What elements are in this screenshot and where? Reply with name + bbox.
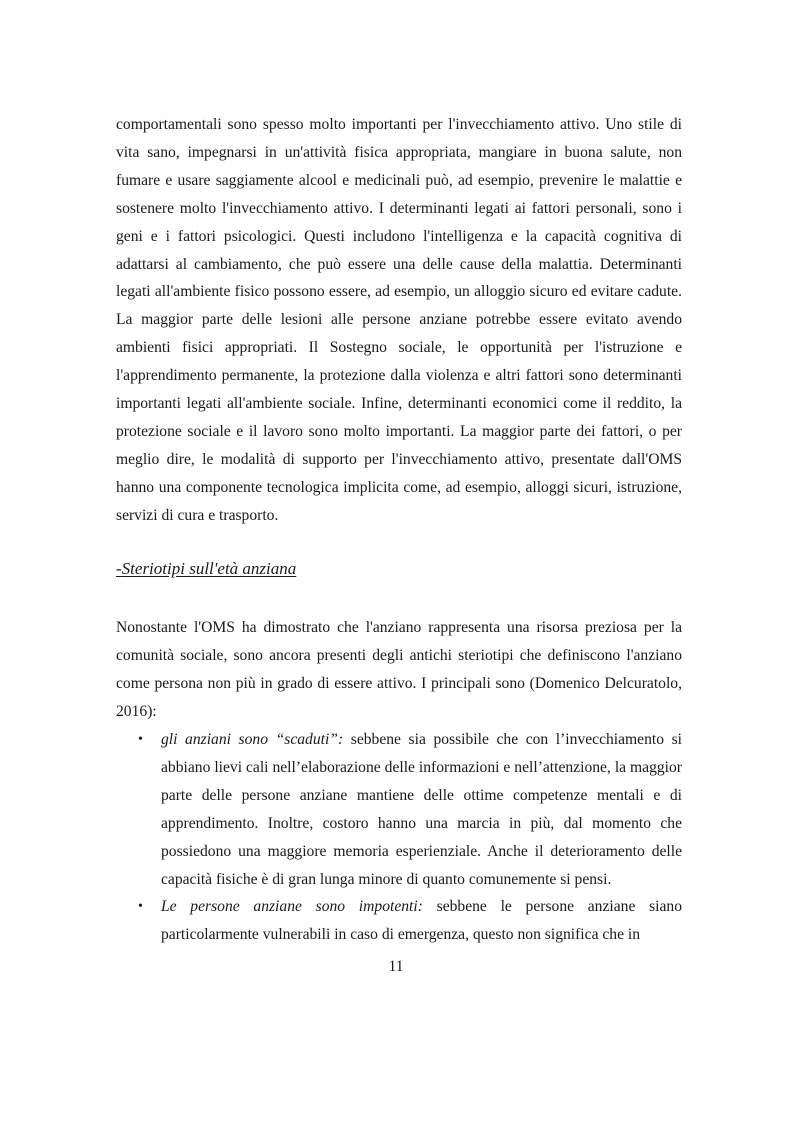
bullet-icon: • [138, 732, 143, 747]
list-item [116, 893, 682, 949]
list-item-text: sebbene le persone anziane siano particolarmente vulnerabili in caso di emergenza, questo non significa che in [161, 898, 682, 944]
stereotype-list [116, 726, 682, 949]
page-number: 11 [388, 958, 404, 975]
section-heading [116, 557, 296, 581]
list-item-lead: gli anziani sono “scaduti”: [161, 731, 344, 748]
heading-dash: - [116, 559, 122, 578]
heading-text: Steriotipi sull'età anziana [121, 559, 297, 578]
bullet-icon: • [138, 899, 143, 915]
list-item-text: sebbene sia possibile che con l’invecchiamento si abbiano lievi cali nell’elaborazione delle informazioni e nell’attenzione, la maggior parte delle persone anziane mantiene delle ottime competenze mentali e di apprendimento. Inoltre, costoro hanno una marcia in più, dal momento che possiedono una maggiore memoria esperienziale. Anche il deterioramento delle capacità fisiche è di gran lunga minore di quanto comunemente si pensi. [161, 731, 683, 888]
body-paragraph-2: Nonostante l'OMS ha dimostrato che l'anziano rappresenta una risorsa preziosa per la comunità sociale, sono ancora presenti degli antichi steriotipi che definiscono l'anziano come persona non più in grado di essere attivo. I principali sono (Domenico Delcuratolo, 2016): [116, 619, 682, 720]
list-item [116, 726, 682, 893]
list-item-lead: Le persone anziane sono impotenti: [161, 898, 423, 916]
body-paragraph-1: comportamentali sono spesso molto importanti per l'invecchiamento attivo. Uno stile di vita sano, impegnarsi in un'attività fisica appropriata, mangiare in buona salute, non fumare e usare saggiamente alcool e medicinali può, ad esempio, prevenire le malattie e sostenere molto l'invecchiamento attivo. I determinanti legati ai fattori personali, sono i geni e i fattori psicologici. Questi includono l'intelligenza e la capacità cognitiva di adattarsi al cambiamento, che può essere una delle cause della malattia. Determinanti legati all'ambiente fisico possono essere, ad esempio, un alloggio sicuro ed evitare cadute. La maggior parte delle lesioni alle persone anziane potrebbe essere evitato avendo ambienti fisici appropriati. Il Sostegno sociale, le opportunità per l'istruzione e l'apprendimento permanente, la protezione dalla violenza e altri fattori sono determinanti importanti legati all'ambiente sociale. Infine, determinanti economici come il reddito, la protezione sociale e il lavoro sono molto importanti. La maggior parte dei fattori, o per meglio dire, le modalità di supporto per l'invecchiamento attivo, presentate dall'OMS hanno una componente tecnologica implicita come, ad esempio, alloggi sicuri, istruzione, servizi di cura e trasporto. [116, 116, 682, 524]
